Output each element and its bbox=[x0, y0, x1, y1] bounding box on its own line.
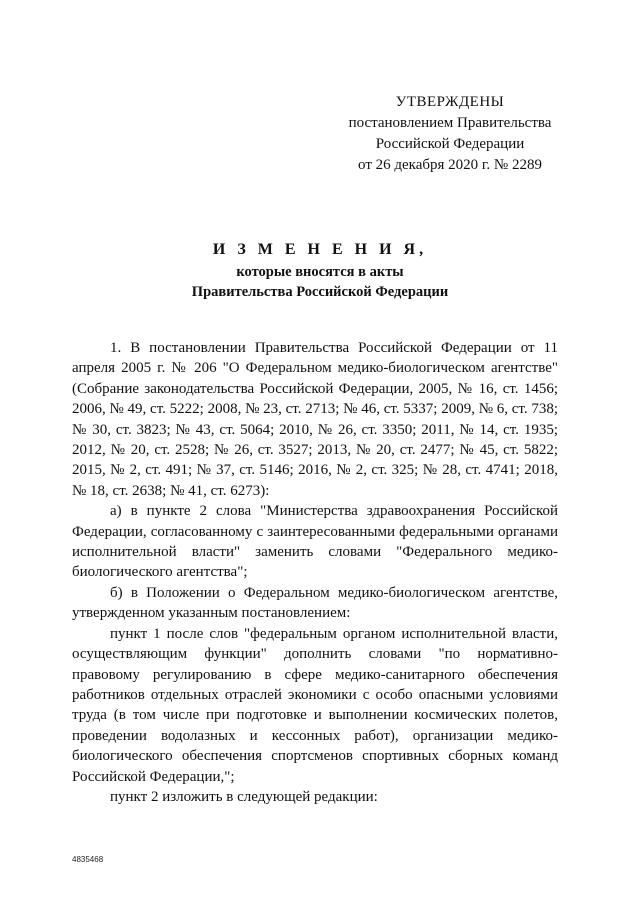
paragraph-4: пункт 1 после слов "федеральным органом исполнительной власти, осуществляющим функции" дополнить словами "по нормативно-правовому регулированию в сфере медико-санитарного обеспечения работников отдельных отраслей экономики с особо опасными условиями труда (в том числе при подготовке и выполнении космических полетов, проведении водолазных и кессонных работ), организации медико-биологического обеспечения спортсменов спортивных сборных команд Российской Федерации,"; bbox=[72, 625, 558, 785]
document-body bbox=[72, 338, 558, 807]
approval-line-1: постановлением Правительства bbox=[348, 115, 552, 131]
document-code: 4835468 bbox=[72, 855, 104, 864]
paragraph-1: 1. В постановлении Правительства Российской Федерации от 11 апреля 2005 г. № 206 "О Федеральном медико-биологическом агентстве" (Собрание законодательства Российской Федерации, 2005, № 16, ст. 1456; 2006, № 49, ст. 5222; 2008, № 23, ст. 2713; № 46, ст. 5337; 2009, № 6, ст. 738; № 30, ст. 3823; № 43, ст. 5064; 2010, № 26, ст. 3350; 2011, № 14, ст. 1935; 2012, № 20, ст. 2528; № 26, ст. 3527; 2013, № 20, ст. 2477; № 45, ст. 5822; 2015, № 2, ст. 491; № 37, ст. 5146; 2016, № 2, ст. 325; № 28, ст. 4741; 2018, № 18, ст. 2638; № 41, ст. 6273): bbox=[72, 340, 559, 499]
approval-line-3: от 26 декабря 2020 г. № 2289 bbox=[358, 157, 542, 173]
approval-block bbox=[330, 92, 570, 176]
paragraph-2: а) в пункте 2 слова "Министерства здравоохранения Российской Федерации, согласованному с заинтересованными федеральными органами исполнительной власти" заменить словами "Федерального медико-биологического агентства"; bbox=[72, 503, 558, 581]
document-title-block bbox=[0, 238, 640, 302]
paragraph-5: пункт 2 изложить в следующей редакции: bbox=[110, 788, 378, 805]
document-title: И З М Е Н Е Н И Я, bbox=[212, 241, 428, 258]
document-subtitle-1: которые вносятся в акты bbox=[236, 264, 404, 280]
document-subtitle-2: Правительства Российской Федерации bbox=[191, 284, 449, 300]
approval-line-2: Российской Федерации bbox=[375, 136, 525, 152]
approval-stamp: УТВЕРЖДЕНЫ bbox=[395, 94, 505, 110]
paragraph-3: б) в Положении о Федеральном медико-биологическом агентстве, утвержденном указанным постановлением: bbox=[72, 584, 558, 622]
